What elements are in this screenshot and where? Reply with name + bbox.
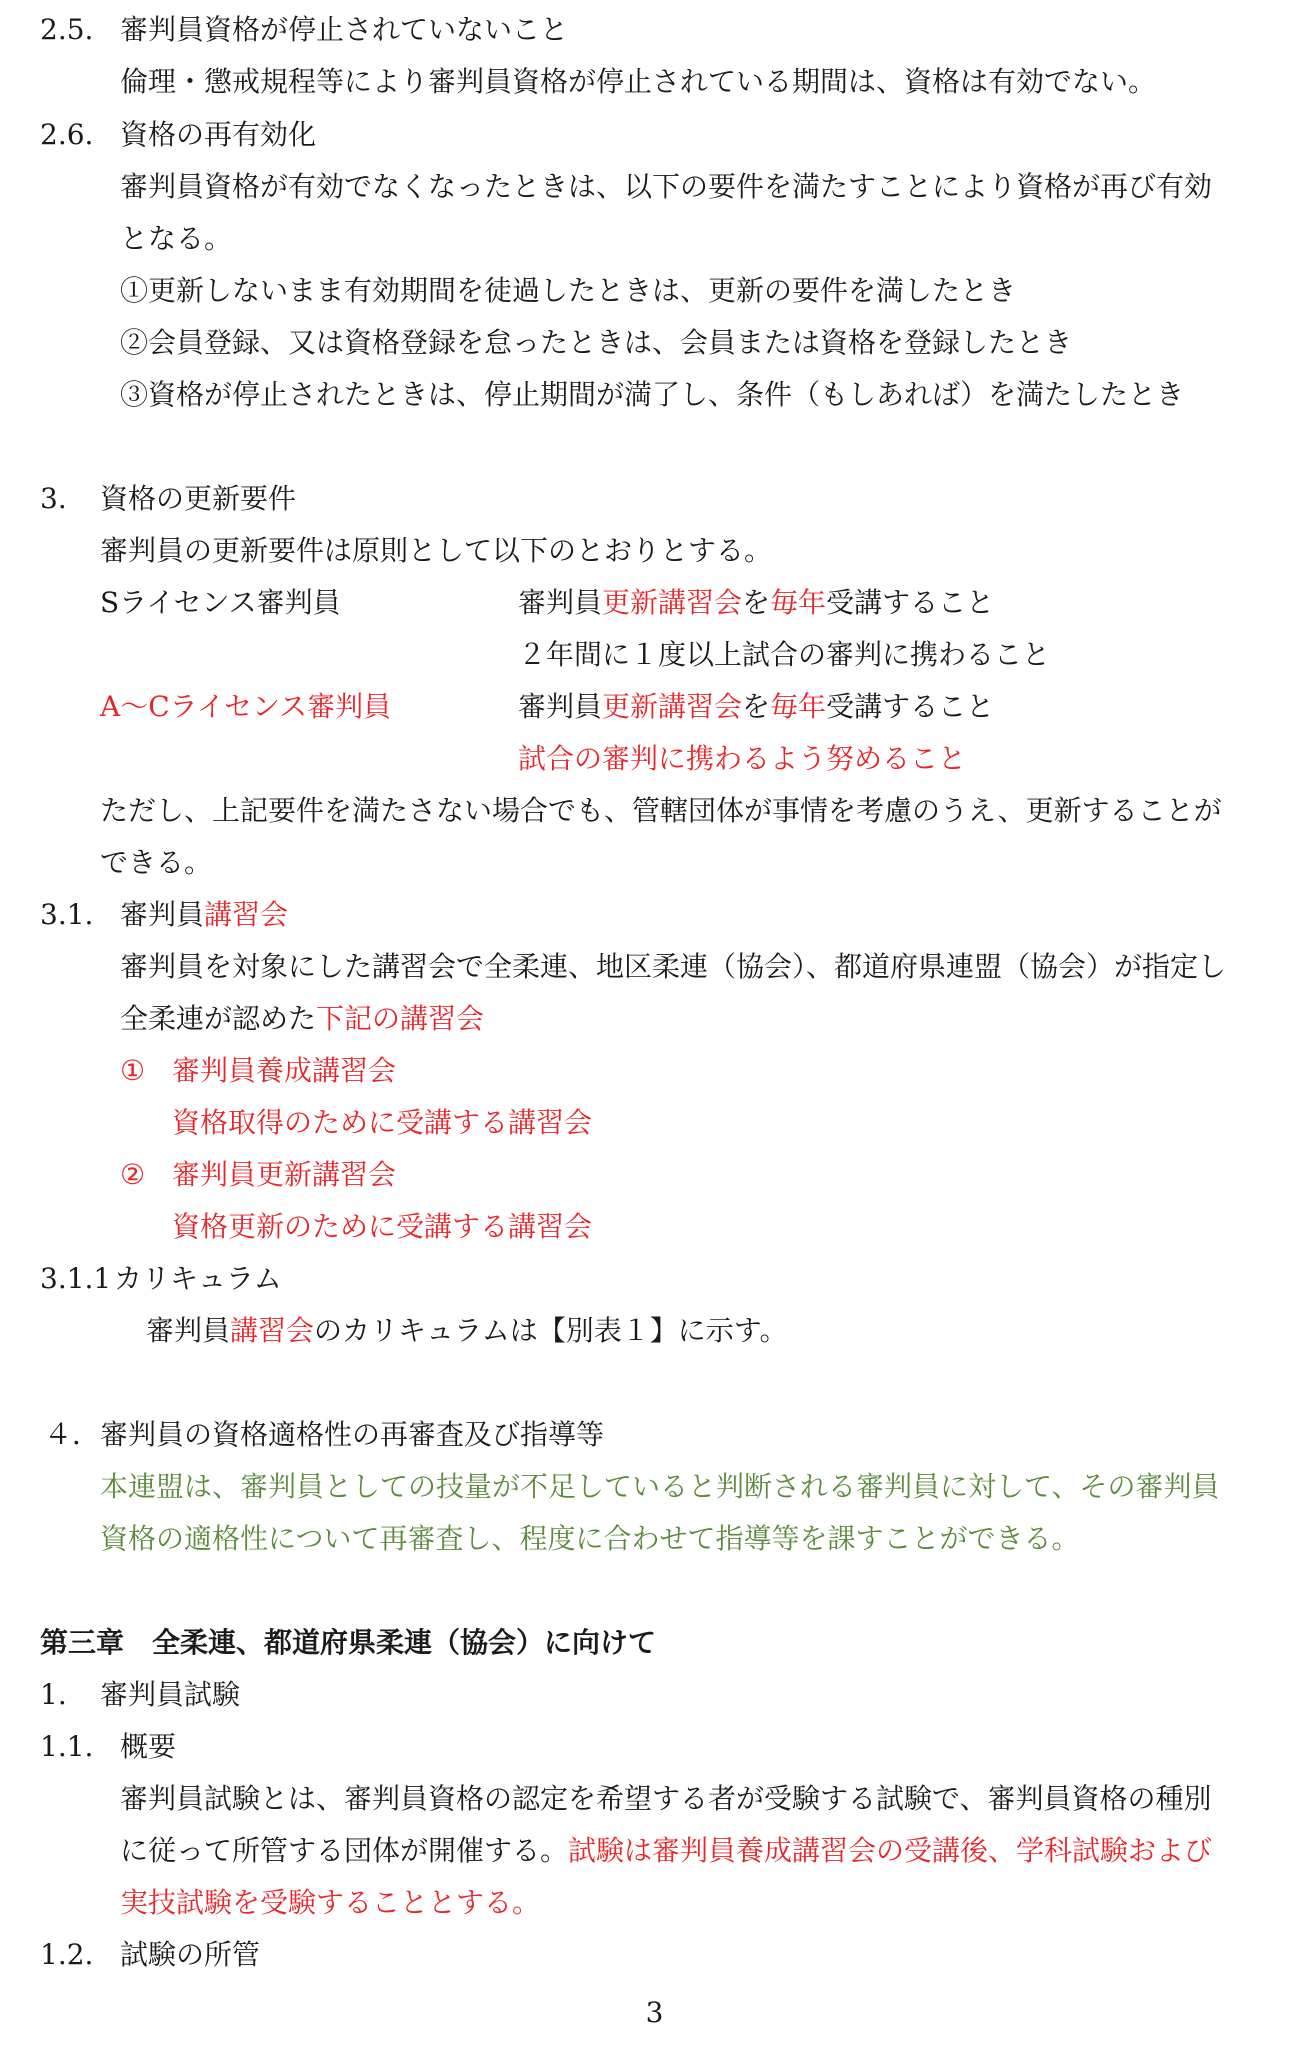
page-number: 3 bbox=[645, 1996, 664, 2029]
section-3-1-text-1: 審判員を対象にした講習会で全柔連、地区柔連（協会）、都道府県連盟（協会）が指定し bbox=[120, 950, 1227, 983]
section-2-6-text-1: 審判員資格が有効でなくなったときは、以下の要件を満たすことにより資格が再び有効 bbox=[120, 170, 1213, 203]
chapter-3-section-title-1-1: 概要 bbox=[120, 1730, 177, 1763]
course-item-1-number: ① bbox=[120, 1054, 146, 1087]
chapter-3-title: 第三章 全柔連、都道府県柔連（協会）に向けて bbox=[40, 1626, 657, 1659]
s-license-label: Sライセンス審判員 bbox=[100, 586, 341, 619]
section-4-text-1: 本連盟は、審判員としての技量が不足していると判断される審判員に対して、その審判員 bbox=[100, 1470, 1220, 1503]
course-item-2-title: 審判員更新講習会 bbox=[172, 1158, 397, 1191]
section-title-4: 審判員の資格適格性の再審査及び指導等 bbox=[100, 1418, 605, 1451]
ac-license-label: A～Cライセンス審判員 bbox=[100, 690, 392, 723]
ac-license-requirement-2: 試合の審判に携わるよう努めること bbox=[518, 742, 967, 775]
section-4-text-2: 資格の適格性について再審査し、程度に合わせて指導等を課すことができる。 bbox=[100, 1522, 1080, 1555]
course-item-1-title: 審判員養成講習会 bbox=[172, 1054, 397, 1087]
ac-license-requirement-1: 審判員更新講習会を毎年受講すること bbox=[518, 690, 995, 723]
chapter-3-section-number-1: 1. bbox=[40, 1678, 67, 1711]
section-2-6-item-2: ②会員登録、又は資格登録を怠ったときは、会員または資格を登録したとき bbox=[120, 326, 1073, 359]
section-number-3: 3. bbox=[40, 482, 67, 515]
course-item-2-description: 資格更新のために受講する講習会 bbox=[172, 1210, 593, 1243]
section-number-3-1: 3.1. bbox=[40, 898, 94, 931]
section-title-3-1-1: カリキュラム bbox=[114, 1262, 282, 1295]
chapter-3-section-title-1: 審判員試験 bbox=[100, 1678, 241, 1711]
chapter-3-section-1-1-text-1: 審判員試験とは、審判員資格の認定を希望する者が受験する試験で、審判員資格の種別 bbox=[120, 1782, 1212, 1815]
section-2-6-text-2: となる。 bbox=[120, 222, 233, 255]
section-title-3-1: 審判員講習会 bbox=[120, 898, 289, 931]
section-title-2-5: 審判員資格が停止されていないこと bbox=[120, 13, 569, 46]
section-number-3-1-1: 3.1.1 bbox=[40, 1262, 112, 1295]
section-2-6-item-1: ①更新しないまま有効期間を徒過したときは、更新の要件を満したとき bbox=[120, 274, 1017, 307]
section-2-5-text: 倫理・懲戒規程等により審判員資格が停止されている期間は、資格は有効でない。 bbox=[120, 65, 1157, 98]
section-3-note-1: ただし、上記要件を満たさない場合でも、管轄団体が事情を考慮のうえ、更新することが bbox=[100, 794, 1222, 827]
section-title-3: 資格の更新要件 bbox=[100, 482, 297, 515]
section-number-2-6: 2.6. bbox=[40, 118, 94, 151]
section-3-1-text-2: 全柔連が認めた下記の講習会 bbox=[120, 1002, 485, 1035]
section-3-intro: 審判員の更新要件は原則として以下のとおりとする。 bbox=[100, 534, 773, 567]
course-item-2-number: ② bbox=[120, 1158, 146, 1191]
section-2-6-item-3: ③資格が停止されたときは、停止期間が満了し、条件（もしあれば）を満たしたとき bbox=[120, 378, 1185, 411]
chapter-3-section-number-1-2: 1.2. bbox=[40, 1938, 94, 1971]
s-license-requirement-2: ２年間に１度以上試合の審判に携わること bbox=[518, 638, 1051, 671]
section-number-4: ４． bbox=[44, 1418, 101, 1451]
s-license-requirement-1: 審判員更新講習会を毎年受講すること bbox=[518, 586, 995, 619]
chapter-3-section-number-1-1: 1.1. bbox=[40, 1730, 94, 1763]
section-3-note-2: できる。 bbox=[100, 846, 213, 879]
section-3-1-1-text: 審判員講習会のカリキュラムは【別表１】に示す。 bbox=[146, 1314, 788, 1347]
section-title-2-6: 資格の再有効化 bbox=[120, 118, 317, 151]
chapter-3-section-1-1-text-2: に従って所管する団体が開催する。試験は審判員養成講習会の受講後、学科試験および bbox=[120, 1834, 1213, 1867]
chapter-3-section-1-1-text-3: 実技試験を受験することとする。 bbox=[120, 1886, 541, 1919]
course-item-1-description: 資格取得のために受講する講習会 bbox=[172, 1106, 593, 1139]
section-number-2-5: 2.5. bbox=[40, 13, 94, 46]
chapter-3-section-title-1-2: 試験の所管 bbox=[120, 1938, 261, 1971]
